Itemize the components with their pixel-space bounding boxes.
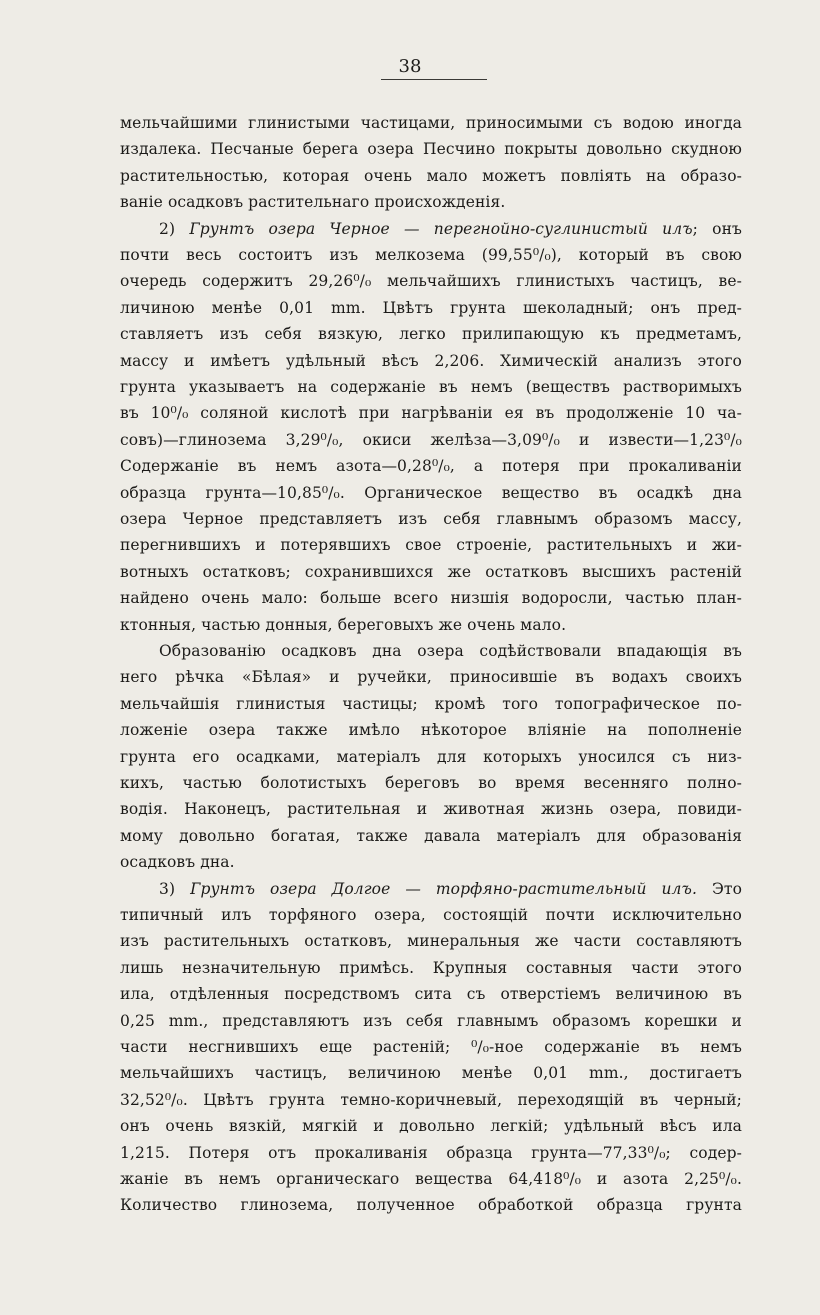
text-line xyxy=(120,295,742,321)
text-line xyxy=(120,1087,742,1113)
text-line xyxy=(159,876,742,902)
line-text: ктонныя, частью донныя, береговыхъ же очень мало. xyxy=(120,615,567,634)
text-line xyxy=(120,1140,742,1166)
text-line xyxy=(120,928,742,954)
line-text: 1,215. Потеря отъ прокаливанія образца грунта—77,33⁰/₀; содер- xyxy=(120,1143,742,1162)
line-text: ваніе осадковъ растительнаго происхожденія. xyxy=(120,193,506,212)
line-text: вотныхъ остатковъ; сохранившихся же остатковъ высшихъ растеній xyxy=(120,562,742,581)
line-text: Это xyxy=(697,879,742,898)
text-line xyxy=(120,770,742,796)
text-line xyxy=(120,189,742,215)
line-text: водія. Наконецъ, растительная и животная жизнь озера, повиди- xyxy=(120,800,742,819)
text-line xyxy=(120,1113,742,1139)
text-line xyxy=(120,744,742,770)
text-line xyxy=(120,612,742,638)
text-line xyxy=(120,717,742,743)
text-line xyxy=(120,453,742,479)
item-number: 2) xyxy=(159,219,190,238)
line-text: осадковъ дна. xyxy=(120,853,235,872)
text-line xyxy=(120,400,742,426)
text-line xyxy=(120,242,742,268)
item-number: 3) xyxy=(159,879,191,898)
text-line xyxy=(120,1008,742,1034)
line-text: очередь содержитъ 29,26⁰/₀ мельчайшихъ глинистыхъ частицъ, ве- xyxy=(120,272,742,291)
text-line xyxy=(120,849,742,875)
text-line xyxy=(120,981,742,1007)
text-line xyxy=(120,796,742,822)
line-text: издалека. Песчаные берега озера Песчино покрыты довольно скудною xyxy=(120,140,742,159)
line-text: озера Черное представляетъ изъ себя главнымъ образомъ массу, xyxy=(120,510,742,528)
text-line xyxy=(120,1166,742,1192)
text-line xyxy=(120,691,742,717)
line-text: части несгнившихъ еще растеній; ⁰/₀-ное содержаніе въ немъ xyxy=(120,1038,742,1056)
line-text: лишь незначительную примѣсь. Крупныя составныя части этого xyxy=(120,958,742,977)
text-line xyxy=(120,902,742,928)
line-text: образца грунта—10,85⁰/₀. Органическое вещество въ осадкѣ дна xyxy=(120,483,742,502)
line-text: растительностью, которая очень мало можетъ повліять на образо- xyxy=(120,166,742,185)
line-text: жаніе въ немъ органическаго вещества 64,418⁰/₀ и азота 2,25⁰/₀. xyxy=(120,1170,742,1188)
line-text: ; онъ xyxy=(692,219,742,238)
line-text: мельчайшія глинистыя частицы; кромѣ того топографическое по- xyxy=(120,694,742,713)
line-text: перегнившихъ и потерявшихъ свое строеніе, растительныхъ и жи- xyxy=(120,536,742,555)
section-heading-italic: Грунтъ озера Долгое — торфяно-растительный илъ. xyxy=(190,879,697,898)
page-number-rule xyxy=(381,79,487,80)
line-text: ставляетъ изъ себя вязкую, легко прилипающую къ предметамъ, xyxy=(120,325,742,344)
line-text: 32,52⁰/₀. Цвѣтъ грунта темно-коричневый, переходящій въ черный; xyxy=(120,1090,742,1109)
line-text: мельчайшими глинистыми частицами, приносимыми съ водою иногда xyxy=(120,114,742,132)
text-line xyxy=(120,374,742,400)
line-text: грунта указываетъ на содержаніе въ немъ (веществъ растворимыхъ xyxy=(120,378,742,396)
line-text: мому довольно богатая, также давала матеріалъ для образованія xyxy=(120,826,742,845)
line-text: почти весь состоитъ изъ мелкозема (99,55⁰/₀), который въ свою xyxy=(120,246,742,264)
text-line xyxy=(159,216,742,242)
text-line xyxy=(120,823,742,849)
line-text: Количество глинозема, полученное обработкой образца грунта xyxy=(120,1196,742,1215)
line-text: онъ очень вязкій, мягкій и довольно легкій; удѣльный вѣсъ ила xyxy=(120,1117,742,1136)
text-line xyxy=(120,955,742,981)
line-text: 0,25 mm., представляютъ изъ себя главнымъ образомъ корешки и xyxy=(120,1011,742,1030)
line-text: грунта его осадками, матеріалъ для которыхъ уносился съ низ- xyxy=(120,747,742,766)
text-line xyxy=(120,532,742,558)
text-line xyxy=(120,321,742,347)
line-text: типичный илъ торфяного озера, состоящій почти исключительно xyxy=(120,906,742,924)
line-text: ложеніе озера также имѣло нѣкоторое вліяніе на пополненіе xyxy=(120,721,742,740)
line-text: личиною менѣе 0,01 mm. Цвѣтъ грунта шеколадный; онъ пред- xyxy=(120,298,742,317)
line-text: совъ)—глинозема 3,29⁰/₀, окиси желѣза—3,09⁰/₀ и извести—1,23⁰/₀ xyxy=(120,430,742,449)
text-line xyxy=(120,136,742,162)
line-text: него рѣчка «Бѣлая» и ручейки, приносившіе въ водахъ своихъ xyxy=(120,668,742,687)
text-line xyxy=(120,1034,742,1060)
text-line xyxy=(120,664,742,690)
line-text: Содержаніе въ немъ азота—0,28⁰/₀, а потеря при прокаливаніи xyxy=(120,457,742,476)
text-line xyxy=(120,348,742,374)
line-text: найдено очень мало: больше всего низшія водоросли, частью план- xyxy=(120,589,742,608)
line-text: массу и имѣетъ удѣльный вѣсъ 2,206. Химическій анализъ этого xyxy=(120,351,742,370)
line-text: ила, отдѣленныя посредствомъ сита съ отверстіемъ величиною въ xyxy=(120,985,742,1004)
text-line xyxy=(120,559,742,585)
section-heading-italic: Грунтъ озера Черное — перегнойно-суглинистый илъ xyxy=(189,219,693,238)
text-line xyxy=(120,163,742,189)
line-text: мельчайшихъ частицъ, величиною менѣе 0,01 mm., достигаетъ xyxy=(120,1064,742,1083)
line-text: кихъ, частью болотистыхъ береговъ во время весенняго полно- xyxy=(120,774,742,792)
text-line xyxy=(120,1192,742,1218)
text-line xyxy=(120,268,742,294)
text-line xyxy=(120,110,742,136)
text-line xyxy=(159,638,742,664)
line-text: Образованію осадковъ дна озера содѣйствовали впадающія въ xyxy=(159,642,742,660)
text-line xyxy=(120,480,742,506)
line-text: въ 10⁰/₀ соляной кислотѣ при нагрѣваніи ея въ продолженіе 10 ча- xyxy=(120,404,742,423)
line-text: изъ растительныхъ остатковъ, минеральныя же части составляютъ xyxy=(120,932,742,951)
text-line xyxy=(120,427,742,453)
page-number: 38 xyxy=(398,56,422,77)
text-line xyxy=(120,506,742,532)
text-line xyxy=(120,1060,742,1086)
text-line xyxy=(120,585,742,611)
